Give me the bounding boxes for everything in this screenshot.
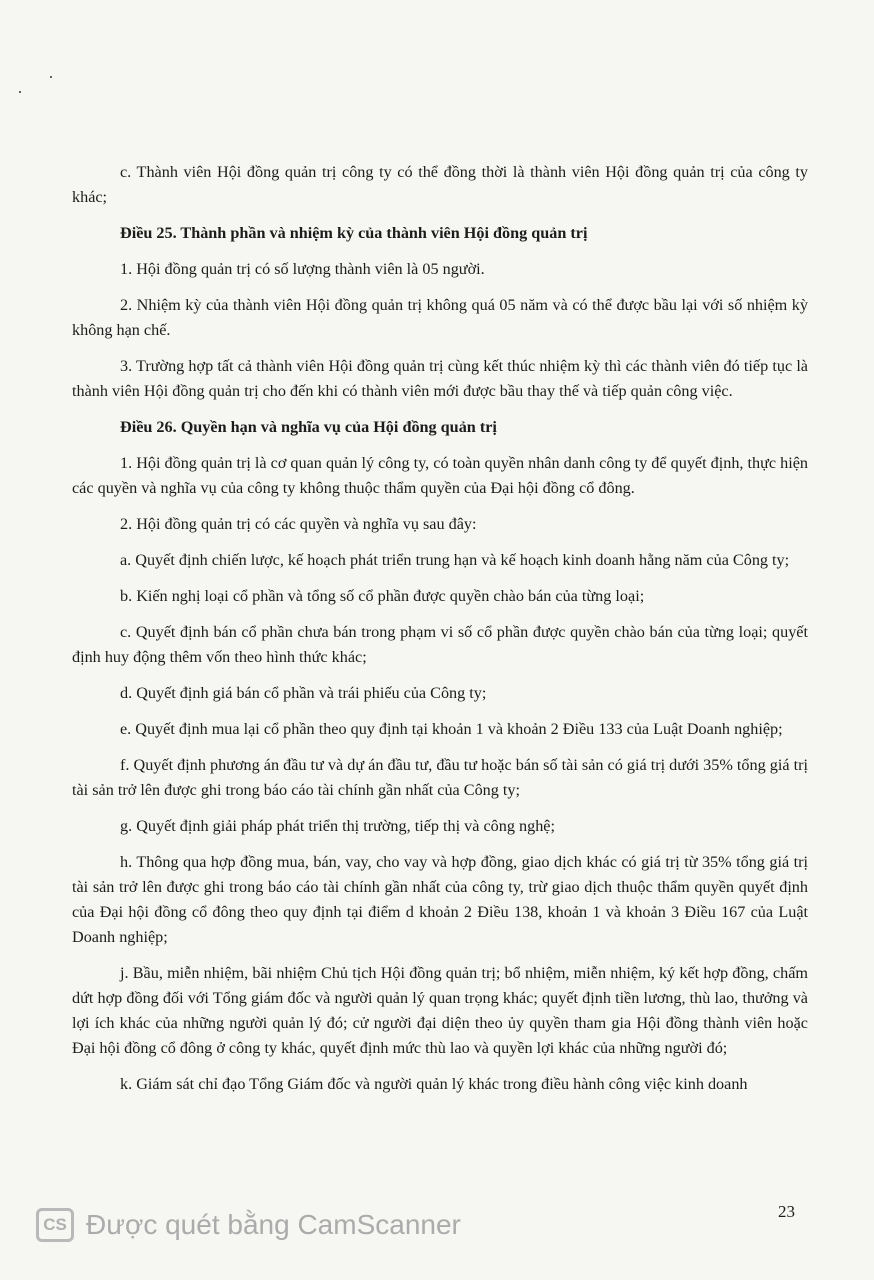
page-number: 23 xyxy=(778,1202,795,1221)
document-body xyxy=(72,160,808,1108)
paragraph-26-2-g: g. Quyết định giải pháp phát triển thị trường, tiếp thị và công nghệ; xyxy=(120,817,555,835)
paragraph-c-board-member: c. Thành viên Hội đồng quản trị công ty có thể đồng thời là thành viên Hội đồng quản trị của công ty khác; xyxy=(72,163,808,206)
article-26-heading: Điều 26. Quyền hạn và nghĩa vụ của Hội đồng quản trị xyxy=(120,418,497,436)
paragraph-26-2-h: h. Thông qua hợp đồng mua, bán, vay, cho vay và hợp đồng, giao dịch khác có giá trị từ 35% tổng giá trị tài sản trở lên được ghi trong báo cáo tài chính gần nhất của công ty, trừ giao dịch thuộc thẩm quyền quyết định của Đại hội đồng cổ đông theo quy định tại điểm d khoản 2 Điều 138, khoản 1 và khoản 3 Điều 167 của Luật Doanh nghiệp; xyxy=(72,853,808,946)
paragraph-26-1: 1. Hội đồng quản trị là cơ quan quản lý công ty, có toàn quyền nhân danh công ty để quyết định, thực hiện các quyền và nghĩa vụ của công ty không thuộc thẩm quyền của Đại hội đồng cổ đông. xyxy=(72,454,808,497)
paragraph-26-2-c: c. Quyết định bán cổ phần chưa bán trong phạm vi số cổ phần được quyền chào bán của từng loại; quyết định huy động thêm vốn theo hình thức khác; xyxy=(72,623,808,666)
paragraph-26-2-k: k. Giám sát chỉ đạo Tổng Giám đốc và người quản lý khác trong điều hành công việc kinh doanh xyxy=(120,1075,748,1093)
paragraph-26-2-b: b. Kiến nghị loại cổ phần và tổng số cổ phần được quyền chào bán của từng loại; xyxy=(120,587,645,605)
scan-speck xyxy=(50,76,52,78)
paragraph-26-2: 2. Hội đồng quản trị có các quyền và nghĩa vụ sau đây: xyxy=(120,515,477,533)
paragraph-26-2-a: a. Quyết định chiến lược, kế hoạch phát triển trung hạn và kế hoạch kinh doanh hằng năm của Công ty; xyxy=(120,551,790,569)
camscanner-logo-icon: CS xyxy=(36,1208,74,1242)
scan-speck xyxy=(19,91,21,93)
paragraph-26-2-j: j. Bầu, miễn nhiệm, bãi nhiệm Chủ tịch Hội đồng quản trị; bổ nhiệm, miễn nhiệm, ký kết hợp đồng, chấm dứt hợp đồng đối với Tổng giám đốc và người quản lý quan trọng khác; quyết định tiền lương, thù lao, thưởng và lợi ích khác của những người quản lý đó; cử người đại diện theo ủy quyền tham gia Hội đồng thành viên hoặc Đại hội đồng cổ đông ở công ty khác, quyết định mức thù lao và quyền lợi khác của những người đó; xyxy=(72,964,808,1057)
paragraph-25-2: 2. Nhiệm kỳ của thành viên Hội đồng quản trị không quá 05 năm và có thể được bầu lại với số nhiệm kỳ không hạn chế. xyxy=(72,296,808,339)
camscanner-watermark: Được quét bằng CamScanner xyxy=(86,1209,461,1240)
paragraph-25-1: 1. Hội đồng quản trị có số lượng thành viên là 05 người. xyxy=(120,260,485,278)
paragraph-26-2-d: d. Quyết định giá bán cổ phần và trái phiếu của Công ty; xyxy=(120,684,487,702)
scan-footer xyxy=(0,1200,874,1260)
paragraph-26-2-e: e. Quyết định mua lại cổ phần theo quy định tại khoản 1 và khoản 2 Điều 133 của Luật Doanh nghiệp; xyxy=(120,720,783,738)
paragraph-25-3: 3. Trường hợp tất cả thành viên Hội đồng quản trị cùng kết thúc nhiệm kỳ thì các thành viên đó tiếp tục là thành viên Hội đồng quản trị cho đến khi có thành viên mới được bầu thay thế và tiếp quản công việc. xyxy=(72,357,808,400)
article-25-heading: Điều 25. Thành phần và nhiệm kỳ của thành viên Hội đồng quản trị xyxy=(120,224,588,242)
paragraph-26-2-f: f. Quyết định phương án đầu tư và dự án đầu tư, đầu tư hoặc bán số tài sản có giá trị dưới 35% tổng giá trị tài sản trở lên được ghi trong báo cáo tài chính gần nhất của Công ty; xyxy=(72,756,808,799)
